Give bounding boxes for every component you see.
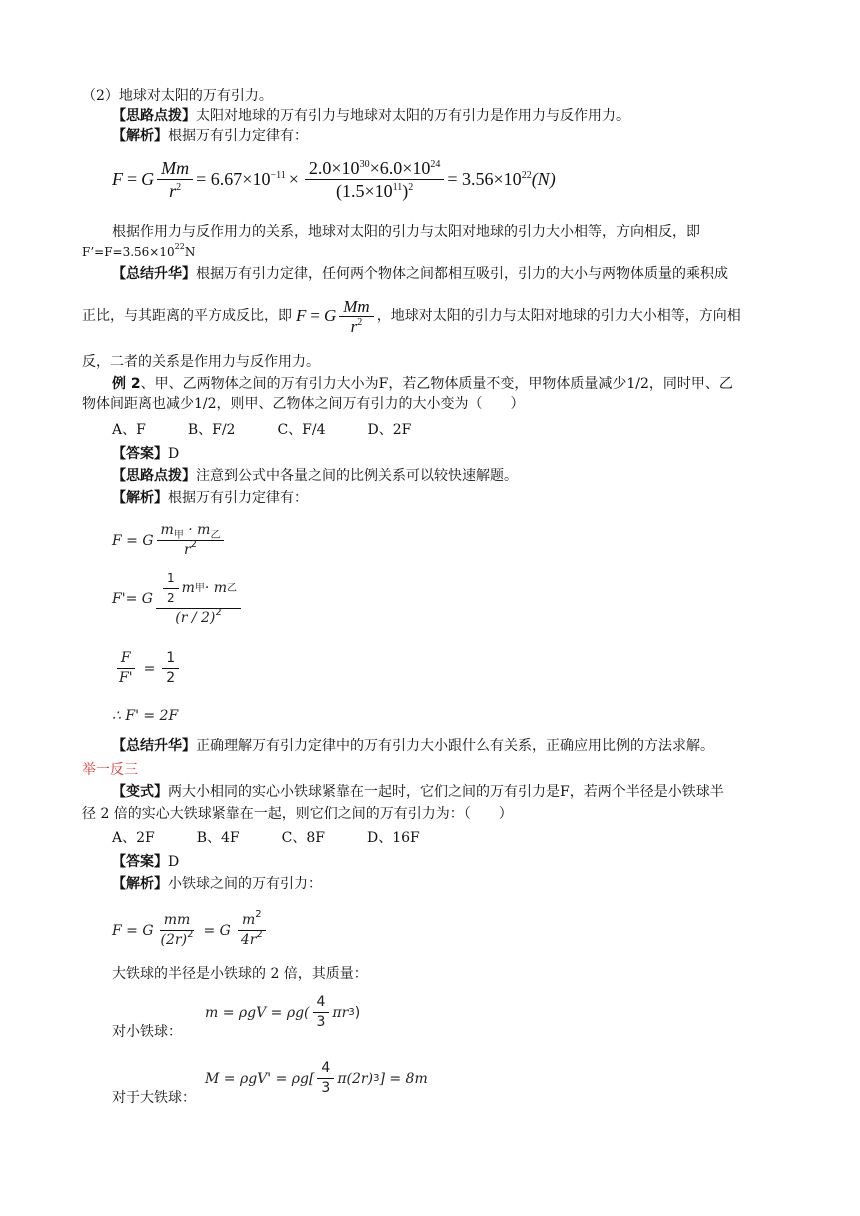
eq3-a-eq2: = G: [203, 922, 231, 939]
summary-text-3: 反，二者的关系是作用力与反作用力。: [82, 354, 320, 370]
eq2-a-den: r: [183, 542, 191, 558]
eq3-c-close: ] = 8m: [379, 1070, 428, 1087]
eq2-b-fraction: $\frac{1}{2}$ m 甲 · m 乙 (r / 2)$^2$: [156, 570, 241, 627]
eq1-den: r: [169, 181, 177, 201]
eq2-a-num: m: [160, 522, 174, 538]
hint-text: 太阳对地球的万有引力与地球对太阳的万有引力是作用力与反作用力。: [196, 108, 630, 124]
gravitation-equation-1: [112, 158, 556, 201]
variant-text: 两大小相同的实心小铁球紧靠在一起时，它们之间的万有引力是F，若两个半径是小铁球半: [168, 784, 724, 800]
eq3-a-lhs: F = G: [112, 922, 154, 939]
example-2-options-text: A、F B、F/2 C、F/4 D、2F: [112, 422, 412, 438]
example-2-analysis: [112, 488, 308, 508]
reaction-text: 根据作用力与反作用力的关系，地球对太阳的引力与太阳对地球的引力大小相等，方向相反，即: [112, 224, 700, 240]
summary-text: 根据万有引力定律，任何两个物体之间都相互吸引，引力的大小与两物体质量的乘积成: [196, 266, 728, 282]
summary-text-4: 正确理解万有引力定律中的万有引力大小跟什么有关系，正确应用比例的方法求解。: [196, 738, 714, 754]
example-2-summary: [112, 736, 714, 756]
example-2-tag: 例 2: [112, 376, 141, 392]
eq3-a-num2: m: [241, 912, 256, 928]
answer-tag: 【答案】: [112, 446, 168, 462]
big-ball-mass-text: 大铁球的半径是小铁球的 2 倍，其质量：: [112, 966, 368, 982]
eq2-c-equals: =: [143, 660, 156, 677]
analysis-text: 根据万有引力定律有：: [168, 128, 308, 144]
inline-num: Mm: [339, 298, 373, 317]
reaction-line-2: [82, 242, 195, 262]
eq3-a-den2: 4r: [240, 932, 257, 948]
eq1-num2a-exp: 30: [359, 159, 370, 170]
eq3-b-text: m = ρgV = ρg(: [205, 1004, 310, 1021]
inline-F: F: [296, 306, 307, 325]
eq1-fraction-values: [305, 158, 444, 201]
example-2-line-1: [112, 374, 733, 394]
eq3-b-num: 4: [313, 994, 330, 1013]
eq2-a-num-sub: 甲: [173, 529, 184, 541]
inline-gravitation-formula: [296, 298, 377, 335]
analysis-tag: 【解析】: [112, 128, 168, 144]
eq2-b-num-b: · m: [204, 580, 228, 596]
eq3-c-fraction: [317, 1060, 334, 1097]
inline-equals: =: [310, 306, 320, 325]
eq2-b: [112, 570, 244, 627]
eq2-a-den-exp: 2: [190, 539, 198, 550]
eq2-b-num: m: [181, 580, 195, 596]
analysis-text-3: 小铁球之间的万有引力：: [168, 876, 322, 892]
eq2-c-den: F': [119, 670, 133, 686]
inline-den-exp: 2: [357, 316, 363, 328]
variant-answer: [112, 852, 179, 872]
eq1-result-exp: 22: [521, 170, 532, 181]
example-2-text: 、甲、乙两物体之间的万有引力大小为F，若乙物体质量不变，甲物体质量减少1/2，同时甲、乙: [140, 376, 733, 392]
summary-tag-2: 【总结升华】: [112, 738, 196, 754]
eq2-b-half-den: 2: [166, 591, 175, 605]
eq2-a: [112, 522, 227, 559]
summary-line-1: [112, 264, 728, 284]
eq2-c-num: F: [117, 650, 135, 669]
eq3-a-num: mm: [160, 912, 195, 931]
eq3-a-den-exp: 2: [187, 929, 194, 940]
eq1-num2a: 2.0×10: [308, 158, 360, 178]
eq3-b-tail: πr: [332, 1004, 349, 1021]
eq2-c-rden: 2: [166, 670, 176, 686]
eq1-den2-close: ): [402, 181, 409, 201]
eq1-num2b: ×6.0×10: [369, 158, 431, 178]
practice-heading: [82, 760, 138, 780]
eq3-a-fraction-1: [157, 912, 198, 949]
eq2-a-lhs: F = G: [112, 532, 154, 549]
answer-value: D: [168, 446, 180, 462]
answer-value-2: D: [168, 854, 180, 870]
eq1-times: ×: [288, 169, 299, 189]
variant-options: [112, 828, 420, 848]
reaction-result-unit: N: [184, 245, 196, 259]
practice-heading-text: 举一反三: [82, 762, 138, 778]
variant-line-2: [82, 804, 513, 824]
eq3-a-num2-exp: 2: [255, 909, 262, 920]
summary-line-2: [82, 296, 741, 336]
eq2-b-half-num: 1: [163, 570, 179, 589]
analysis-tag-2: 【解析】: [112, 490, 168, 506]
hint-tag-2: 【思路点拨】: [112, 468, 196, 484]
inline-den: r: [350, 316, 358, 336]
eq1-den-exp: 2: [176, 182, 182, 193]
hint-tag: 【思路点拨】: [112, 108, 196, 124]
eq2-a-num-b: · m: [183, 522, 211, 538]
reaction-result-exp: 22: [174, 242, 185, 251]
eq3-c-text: M = ρgV' = ρg[: [205, 1070, 315, 1087]
eq3-a: [112, 909, 270, 949]
analysis-line-1: [112, 126, 308, 146]
variant-analysis: [112, 874, 322, 894]
summary-line-3: [82, 352, 320, 372]
eq1-result: = 3.56×10: [447, 169, 522, 189]
eq2-d: [112, 708, 178, 724]
big-ball-label: 对于大铁球：: [112, 1090, 196, 1106]
eq2-c: [112, 650, 182, 687]
eq1-F: F: [112, 169, 123, 189]
variant-tag: 【变式】: [112, 784, 168, 800]
small-ball-label-line: [112, 1022, 182, 1042]
example-2-text-2: 物体间距离也减少1/2，则甲、乙物体之间万有引力的大小变为（ ）: [82, 396, 525, 412]
eq1-equals: =: [127, 169, 138, 189]
eq2-b-lhs: F'= G: [112, 590, 153, 607]
eq3-c-num: 4: [317, 1060, 334, 1079]
big-ball-mass-line: [112, 964, 368, 984]
eq3-c-den: 3: [321, 1080, 331, 1096]
eq3-b-close: ): [354, 1004, 361, 1021]
part-2-heading: [82, 86, 273, 106]
eq1-fraction-Mm: [157, 158, 193, 201]
summary-text-2a: 正比，与其距离的平方成反比，即: [82, 308, 292, 324]
eq3-a-den2-exp: 2: [256, 929, 263, 940]
hint-line-1: [112, 106, 630, 126]
variant-line-1: [112, 782, 724, 802]
variant-options-text: A、2F B、4F C、8F D、16F: [112, 830, 420, 846]
eq1-G: G: [141, 169, 155, 189]
big-ball-label-line: [112, 1088, 196, 1108]
reaction-result: F’=F=3.56×10: [82, 245, 175, 259]
eq3-b: m = ρgV = ρg( $\frac{4}{3}$ πr 3 ): [205, 994, 361, 1030]
eq3-b-fraction: [313, 994, 330, 1031]
eq2-b-den: (r / 2): [175, 610, 216, 626]
part-2-text: （2）地球对太阳的万有引力。: [82, 88, 273, 104]
example-2-hint: [112, 466, 518, 486]
eq3-c: M = ρgV' = ρg[ $\frac{4}{3}$ π(2r) 3 ] = 8m: [205, 1060, 428, 1096]
eq3-b-den: 3: [316, 1014, 326, 1030]
example-2-options: [112, 420, 411, 440]
summary-text-2b: ，地球对太阳的引力与太阳对地球的引力大小相等，方向相: [376, 308, 741, 324]
eq2-c-rnum: 1: [162, 650, 179, 669]
eq1-num: Mm: [157, 158, 193, 180]
answer-tag-2: 【答案】: [112, 854, 168, 870]
example-2-answer: [112, 444, 179, 464]
hint-text-2: 注意到公式中各量之间的比例关系可以较快速解题。: [196, 468, 518, 484]
eq2-b-half: [163, 570, 179, 607]
inline-fraction: [339, 298, 373, 335]
eq1-coef-exp: −11: [270, 170, 286, 181]
eq1-den2-sq: 2: [408, 182, 414, 193]
example-2-line-2: [82, 394, 525, 414]
small-ball-label: 对小铁球：: [112, 1024, 182, 1040]
inline-G: G: [323, 306, 337, 325]
eq1-coef: = 6.67×10: [196, 169, 271, 189]
eq2-d-text: ∴ F' = 2F: [112, 708, 179, 724]
eq2-a-fraction: [157, 522, 225, 559]
eq2-a-num-sub2: 乙: [210, 529, 221, 541]
eq3-a-den: (2r): [160, 932, 188, 948]
eq1-result-unit: (N): [531, 169, 556, 189]
eq3-c-tail: π(2r): [337, 1070, 374, 1087]
analysis-text-2: 根据万有引力定律有：: [168, 490, 308, 506]
summary-tag: 【总结升华】: [112, 266, 196, 282]
reaction-line-1: [112, 222, 700, 242]
eq1-num2b-exp: 24: [430, 159, 441, 170]
analysis-tag-3: 【解析】: [112, 876, 168, 892]
eq2-c-lhs-fraction: [115, 650, 137, 687]
eq2-b-den-exp: 2: [215, 607, 222, 618]
variant-text-2: 径 2 倍的实心大铁球紧靠在一起，则它们之间的万有引力为：（ ）: [82, 806, 513, 822]
eq1-den2-exp: 11: [392, 182, 403, 193]
eq3-a-fraction-2: [237, 909, 267, 949]
eq2-c-rhs-fraction: [162, 650, 179, 687]
eq1-den2: (1.5×10: [335, 181, 393, 201]
